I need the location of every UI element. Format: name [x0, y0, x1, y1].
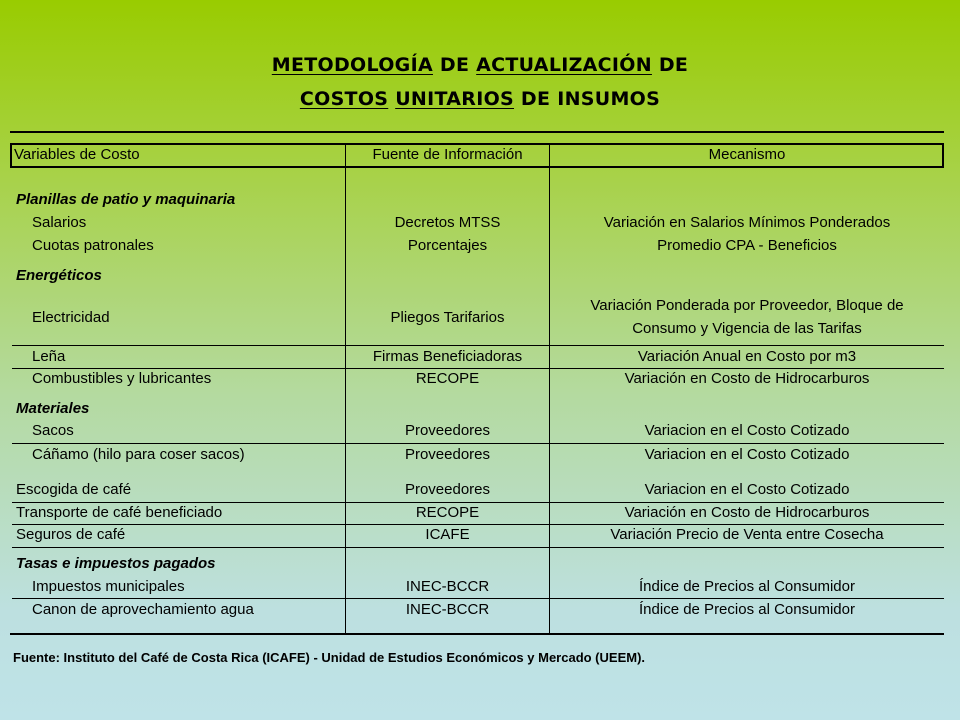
variable-cell: Sacos — [32, 422, 74, 439]
mechanism-cell: Índice de Precios al Consumidor — [639, 578, 855, 595]
title-line-1 — [0, 54, 960, 76]
row-divider — [12, 547, 944, 548]
variable-cell: Escogida de café — [16, 481, 132, 498]
mechanism-cell: Variacion en el Costo Cotizado — [644, 422, 850, 439]
category-label: Tasas e impuestos pagados — [16, 555, 216, 572]
row-divider — [12, 443, 944, 444]
source-cell: RECOPE — [415, 504, 480, 521]
source-cell: Firmas Beneficiadoras — [372, 348, 523, 365]
source-note: Fuente: Instituto del Café de Costa Rica (ICAFE) - Unidad de Estudios Económicos y Mercado (UEEM). — [13, 650, 646, 665]
mechanism-cell: Variación en Salarios Mínimos Ponderados — [603, 214, 891, 231]
mechanism-cell-line2: Consumo y Vigencia de las Tarifas — [632, 320, 862, 337]
title-segment: COSTOS — [299, 88, 389, 110]
category-label: Energéticos — [16, 267, 102, 284]
mechanism-cell: Variacion en el Costo Cotizado — [644, 446, 850, 463]
header-variables: Variables de Costo — [14, 146, 140, 163]
source-cell: Porcentajes — [407, 237, 488, 254]
source-cell: Pliegos Tarifarios — [390, 309, 505, 326]
variable-cell: Combustibles y lubricantes — [32, 370, 212, 387]
mechanism-cell: Variación Anual en Costo por m3 — [637, 348, 857, 365]
variable-cell: Electricidad — [32, 309, 110, 326]
source-cell: Proveedores — [404, 446, 491, 463]
title-segment: ACTUALIZACIÓN — [476, 54, 652, 76]
source-cell: Decretos MTSS — [394, 214, 501, 231]
title-segment: DE — [432, 54, 477, 76]
header-source: Fuente de Información — [372, 146, 523, 163]
mechanism-cell: Variación Ponderada por Proveedor, Bloque de — [590, 297, 904, 314]
mechanism-cell: Variación Precio de Venta entre Cosecha — [610, 526, 884, 543]
variable-cell: Canon de aprovechamiento agua — [32, 601, 254, 618]
row-divider — [12, 345, 944, 346]
title-segment: DE — [651, 54, 689, 76]
source-cell: INEC-BCCR — [405, 578, 490, 595]
mechanism-cell: Variacion en el Costo Cotizado — [644, 481, 850, 498]
variable-cell: Cuotas patronales — [32, 237, 154, 254]
source-cell: INEC-BCCR — [405, 601, 490, 618]
source-cell: Proveedores — [404, 422, 491, 439]
source-cell: Proveedores — [404, 481, 491, 498]
mechanism-cell: Variación en Costo de Hidrocarburos — [624, 504, 870, 521]
category-label: Planillas de patio y maquinaria — [16, 191, 236, 208]
source-cell: RECOPE — [415, 370, 480, 387]
title-segment: METODOLOGÍA — [271, 54, 433, 76]
category-label: Materiales — [16, 400, 90, 417]
variable-cell: Salarios — [32, 214, 87, 231]
variable-cell: Seguros de café — [16, 526, 126, 543]
variable-cell: Transporte de café beneficiado — [16, 504, 223, 521]
header-mechanism: Mecanismo — [708, 146, 786, 163]
variable-cell: Leña — [32, 348, 66, 365]
mechanism-cell: Índice de Precios al Consumidor — [639, 601, 855, 618]
mechanism-cell: Variación en Costo de Hidrocarburos — [624, 370, 870, 387]
title-line-2 — [0, 88, 960, 110]
title-segment: DE INSUMOS — [514, 88, 661, 110]
source-cell: ICAFE — [425, 526, 470, 543]
row-divider — [12, 598, 944, 599]
variable-cell: Impuestos municipales — [32, 578, 185, 595]
variable-cell: Cáñamo (hilo para coser sacos) — [32, 446, 245, 463]
mechanism-cell: Promedio CPA - Beneficios — [657, 237, 837, 254]
title-segment: UNITARIOS — [395, 88, 515, 110]
